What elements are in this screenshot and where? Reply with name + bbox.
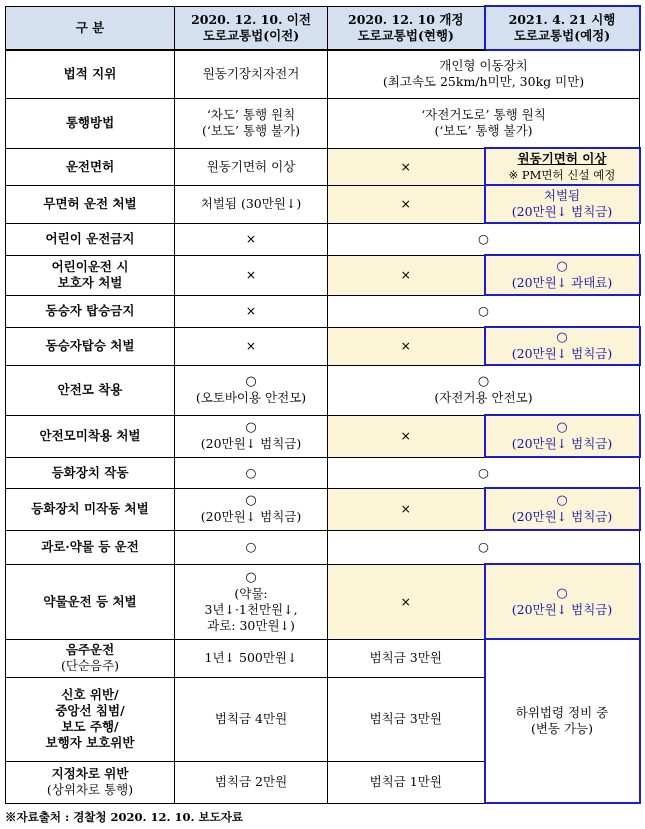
header-category: 구 분	[6, 6, 175, 50]
cell-current-new: ○	[328, 530, 640, 564]
cell-before: ○ (오토바이용 안전모)	[175, 365, 328, 415]
row-guardian	[6, 255, 640, 295]
row-passenger-penalty	[6, 327, 640, 365]
row-label: 운전면허	[6, 148, 175, 185]
cell-current: ×	[328, 327, 485, 365]
row-child-ban	[6, 223, 640, 255]
cell-before: ○ (약물: 3년↓·1천만원↓, 과로: 30만원↓)	[175, 564, 328, 639]
cell-current: ×	[328, 564, 485, 639]
row-label: 등화장치 미작동 처벌	[6, 488, 175, 530]
row-unlicensed	[6, 185, 640, 223]
cell-current-new: ○ (자전거용 안전모)	[328, 365, 640, 415]
cell-new: 처벌됨 (20만원↓ 범칙금)	[485, 185, 640, 223]
cell-current: ×	[328, 255, 485, 295]
row-passenger-ban	[6, 295, 640, 327]
row-label: 신호 위반/ 중앙선 침범/ 보도 주행/ 보행자 보호위반	[6, 677, 175, 761]
row-label: 동승자 탑승금지	[6, 295, 175, 327]
cell-new: ○ (20만원↓ 범칙금)	[485, 327, 640, 365]
cell-new: ○ (20만원↓ 범칙금)	[485, 415, 640, 457]
source-note: ※자료출처 : 경찰청 2020. 12. 10. 보도자료	[5, 810, 243, 824]
cell-current: ×	[328, 148, 485, 185]
row-lights	[6, 457, 640, 488]
comparison-table	[5, 5, 641, 804]
cell-new-pending: 하위법령 정비 중 (변동 가능)	[485, 639, 640, 803]
row-label: 안전모미착용 처벌	[6, 415, 175, 457]
cell-current: ×	[328, 488, 485, 530]
cell-before: 1년↓ 500만원↓	[175, 639, 328, 677]
cell-current-new: ○	[328, 223, 640, 255]
row-method	[6, 98, 640, 148]
cell-before: ×	[175, 255, 328, 295]
cell-before: ○	[175, 457, 328, 488]
cell-new: ○ (20만원↓ 범칙금)	[485, 564, 640, 639]
header-row	[6, 6, 640, 50]
cell-current-new: 개인형 이동장치 (최고속도 25km/h미만, 30kg 미만)	[328, 50, 640, 98]
cell-current: ×	[328, 185, 485, 223]
cell-current-new: ‘자전거도로’ 통행 원칙 (‘보도’ 통행 불가)	[328, 98, 640, 148]
cell-new: ○ (20만원↓ 범칙금)	[485, 488, 640, 530]
row-drug-penalty	[6, 564, 640, 639]
row-label: 통행방법	[6, 98, 175, 148]
cell-current-new: ○	[328, 457, 640, 488]
row-label: 어린이 운전금지	[6, 223, 175, 255]
row-label: 무면허 운전 처벌	[6, 185, 175, 223]
cell-before: 범칙금 2만원	[175, 761, 328, 803]
cell-current-new: ○	[328, 295, 640, 327]
cell-before: ×	[175, 223, 328, 255]
row-label: 어린이운전 시 보호자 처벌	[6, 255, 175, 295]
cell-before: ×	[175, 327, 328, 365]
row-label: 안전모 착용	[6, 365, 175, 415]
row-drugs	[6, 530, 640, 564]
cell-current: 범칙금 1만원	[328, 761, 485, 803]
row-no-helmet	[6, 415, 640, 457]
cell-before: ○ (20만원↓ 범칙금)	[175, 488, 328, 530]
row-label: 법적 지위	[6, 50, 175, 98]
cell-current: 범칙금 3만원	[328, 677, 485, 761]
cell-before: ‘차도’ 통행 원칙 (‘보도’ 통행 불가)	[175, 98, 328, 148]
cell-before: 원동기장치자전거	[175, 50, 328, 98]
cell-before: 원동기면허 이상	[175, 148, 328, 185]
cell-new: ○ (20만원↓ 과태료)	[485, 255, 640, 295]
row-label: 등화장치 작동	[6, 457, 175, 488]
cell-current: 범칙금 3만원	[328, 639, 485, 677]
row-drunk	[6, 639, 640, 677]
row-license	[6, 148, 640, 185]
cell-current: ×	[328, 415, 485, 457]
row-legal-status	[6, 50, 640, 98]
cell-before: 처벌됨 (30만원↓)	[175, 185, 328, 223]
cell-before: ×	[175, 295, 328, 327]
row-label: 동승자탑승 처벌	[6, 327, 175, 365]
header-before: 2020. 12. 10. 이전 도로교통법(이전)	[175, 6, 328, 50]
cell-before: ○	[175, 530, 328, 564]
header-current: 2020. 12. 10 개정 도로교통법(현행)	[328, 6, 485, 50]
row-helmet	[6, 365, 640, 415]
row-label: 지정차로 위반 (상위차로 통행)	[6, 761, 175, 803]
cell-new: 원동기면허 이상 ※ PM면허 신설 예정	[485, 148, 640, 185]
row-no-lights	[6, 488, 640, 530]
row-label: 약물운전 등 처벌	[6, 564, 175, 639]
header-new: 2021. 4. 21 시행 도로교통법(예정)	[485, 6, 640, 50]
cell-before: ○ (20만원↓ 범칙금)	[175, 415, 328, 457]
row-label: 음주운전 (단순음주)	[6, 639, 175, 677]
cell-before: 범칙금 4만원	[175, 677, 328, 761]
row-label: 과로·약물 등 운전	[6, 530, 175, 564]
